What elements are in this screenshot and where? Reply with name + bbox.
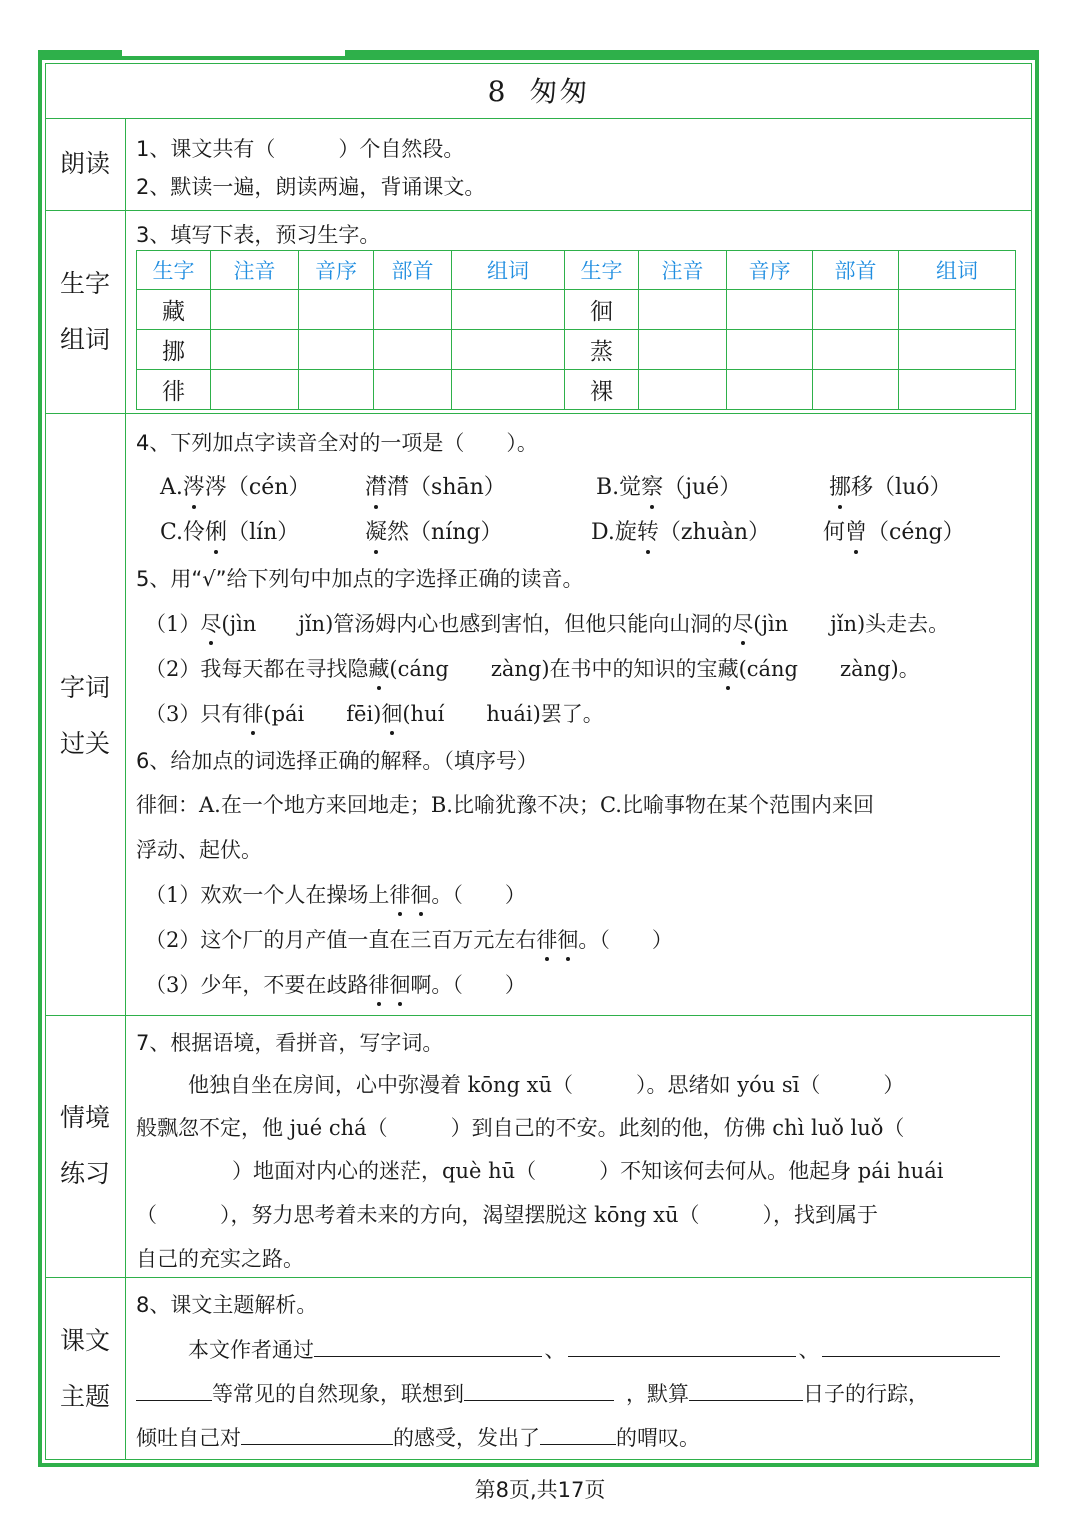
lesson-number: 8 bbox=[487, 75, 508, 108]
char: B.觉 bbox=[596, 475, 642, 500]
pinyin: （lín） bbox=[227, 520, 300, 545]
char-cell: 藏 bbox=[137, 290, 211, 330]
label-column-divider bbox=[125, 118, 126, 1460]
column-header: 注音 bbox=[639, 251, 727, 290]
q7-line-3: ）地面对内心的迷茫，què hū（ ）不知该何去何从。他起身 pái huái bbox=[232, 1159, 944, 1183]
question-6: 6、给加点的词选择正确的解释。（填序号） bbox=[136, 749, 538, 773]
pinyin: （níng） bbox=[409, 520, 503, 545]
answer-blank[interactable] bbox=[241, 1420, 393, 1445]
section-label-vocab bbox=[45, 256, 125, 368]
text: （2）我每天都在寻找隐 bbox=[145, 657, 369, 681]
column-header: 组词 bbox=[899, 251, 1016, 290]
pinyin: （céng） bbox=[867, 520, 965, 545]
section-label-line: 练习 bbox=[59, 1159, 110, 1188]
text: (cáng zàng)在书中的知识的宝 bbox=[389, 657, 718, 681]
q5-sentence-2 bbox=[145, 654, 920, 684]
dotted-char: 涔 bbox=[183, 473, 205, 503]
blank-cell[interactable] bbox=[299, 370, 374, 410]
divider bbox=[45, 1277, 1032, 1278]
blank-cell[interactable] bbox=[299, 330, 374, 370]
dotted-char: 藏 bbox=[368, 654, 389, 684]
dotted-char: 徊 bbox=[410, 880, 431, 910]
section-label-words bbox=[45, 660, 125, 772]
text: （3）只有 bbox=[145, 702, 243, 726]
dotted-char: 徘 bbox=[242, 699, 263, 729]
option-label: A. bbox=[160, 475, 183, 500]
q6-sentence-1 bbox=[145, 880, 526, 910]
divider bbox=[45, 210, 1032, 211]
section-label-line: 字词 bbox=[59, 673, 110, 702]
section-label-line: 情境 bbox=[59, 1103, 110, 1132]
q6-sentence-2 bbox=[145, 925, 673, 955]
column-header: 部首 bbox=[374, 251, 452, 290]
option-a-1 bbox=[160, 473, 310, 503]
q5-sentence-1 bbox=[145, 609, 949, 639]
text: 。（ ） bbox=[578, 928, 673, 952]
char: 涔 bbox=[204, 475, 227, 500]
column-header: 部首 bbox=[813, 251, 899, 290]
section-label-line: 课文 bbox=[59, 1326, 110, 1355]
q8-line-3 bbox=[136, 1420, 700, 1453]
table-row bbox=[137, 370, 1016, 410]
text: 本文作者通过 bbox=[188, 1338, 314, 1362]
text: (pái fēi) bbox=[263, 702, 382, 726]
dotted-char: 俐 bbox=[205, 518, 227, 548]
char: C.伶 bbox=[160, 520, 206, 545]
dotted-char: 潸 bbox=[365, 473, 387, 503]
pinyin: （shān） bbox=[409, 475, 506, 500]
answer-blank[interactable] bbox=[540, 1420, 616, 1445]
dotted-char: 藏 bbox=[718, 654, 739, 684]
blank-cell[interactable] bbox=[727, 330, 813, 370]
dotted-char: 转 bbox=[637, 518, 659, 548]
pinyin: （cén） bbox=[226, 475, 311, 500]
column-header: 注音 bbox=[211, 251, 299, 290]
blank-cell[interactable] bbox=[899, 330, 1016, 370]
column-header: 组词 bbox=[452, 251, 565, 290]
text: (jìn jǐn)头走去。 bbox=[753, 612, 950, 636]
text: 倾吐自己对 bbox=[136, 1426, 241, 1450]
blank-cell[interactable] bbox=[299, 290, 374, 330]
section-label-line: 过关 bbox=[59, 729, 110, 758]
blank-cell[interactable] bbox=[727, 290, 813, 330]
pinyin: （zhuàn） bbox=[658, 520, 771, 545]
section-label-line: 组词 bbox=[59, 325, 110, 354]
dotted-char: 徊 bbox=[557, 925, 578, 955]
text: ，默算 bbox=[626, 1382, 689, 1406]
option-c-2 bbox=[365, 518, 503, 548]
blank-cell[interactable] bbox=[452, 330, 565, 370]
dotted-char: 徊 bbox=[389, 970, 410, 1000]
dotted-char: 尽 bbox=[732, 609, 753, 639]
question-1: 1、课文共有（ ）个自然段。 bbox=[136, 137, 465, 161]
blank-cell[interactable] bbox=[727, 370, 813, 410]
blank-cell[interactable] bbox=[211, 330, 299, 370]
q7-line-1: 他独自坐在房间，心中弥漫着 kōng xū（ ）。思绪如 yóu sī（ ） bbox=[188, 1073, 905, 1097]
text: 啊。（ ） bbox=[410, 973, 526, 997]
dotted-char: 察 bbox=[641, 473, 663, 503]
blank-cell[interactable] bbox=[899, 370, 1016, 410]
answer-blank[interactable] bbox=[689, 1376, 803, 1401]
blank-cell[interactable] bbox=[211, 370, 299, 410]
column-header: 音序 bbox=[299, 251, 374, 290]
text: 等常见的自然现象，联想到 bbox=[212, 1382, 464, 1406]
dotted-char: 徘 bbox=[368, 970, 389, 1000]
q5-sentence-3 bbox=[145, 699, 604, 729]
char: D.旋 bbox=[591, 520, 637, 545]
dotted-char: 挪 bbox=[829, 473, 851, 503]
blank-cell[interactable] bbox=[639, 330, 727, 370]
blank-cell[interactable] bbox=[813, 290, 899, 330]
table-row bbox=[137, 330, 1016, 370]
option-b-2 bbox=[829, 473, 951, 503]
dotted-char: 曾 bbox=[845, 518, 867, 548]
answer-blank[interactable] bbox=[314, 1332, 542, 1357]
question-3: 3、填写下表，预习生字。 bbox=[136, 223, 381, 247]
blank-cell[interactable] bbox=[813, 370, 899, 410]
text: 的喟叹。 bbox=[616, 1426, 700, 1450]
q7-line-4: （ ），努力思考着未来的方向，渴望摆脱这 kōng xū（ ），找到属于 bbox=[136, 1203, 879, 1227]
blank-cell[interactable] bbox=[813, 330, 899, 370]
column-header: 生字 bbox=[565, 251, 639, 290]
lesson-title: 匆匆 bbox=[529, 75, 590, 108]
blank-cell[interactable] bbox=[452, 290, 565, 330]
option-c-1 bbox=[160, 518, 299, 548]
pinyin: （luó） bbox=[873, 475, 952, 500]
blank-cell[interactable] bbox=[639, 290, 727, 330]
option-d-1 bbox=[591, 518, 770, 548]
char: 移 bbox=[851, 475, 874, 500]
divider bbox=[45, 118, 1032, 119]
q8-line-1 bbox=[188, 1332, 1000, 1365]
dotted-char: 凝 bbox=[365, 518, 387, 548]
char-cell: 徘 bbox=[137, 370, 211, 410]
divider bbox=[45, 413, 1032, 414]
blank-cell[interactable] bbox=[639, 370, 727, 410]
blank-cell[interactable] bbox=[899, 290, 1016, 330]
answer-blank[interactable] bbox=[136, 1376, 212, 1401]
dotted-char: 徘 bbox=[389, 880, 410, 910]
vocab-table bbox=[136, 250, 1016, 410]
q7-line-5: 自己的充实之路。 bbox=[136, 1247, 304, 1271]
dotted-char: 徊 bbox=[381, 699, 402, 729]
dotted-char: 尽 bbox=[200, 609, 221, 639]
text: （1）欢欢一个人在操场上 bbox=[145, 883, 390, 907]
separator: 、 bbox=[544, 1338, 566, 1362]
q6-definition-line-2: 浮动、起伏。 bbox=[136, 838, 262, 862]
table-row bbox=[137, 290, 1016, 330]
text: 的感受，发出了 bbox=[393, 1426, 540, 1450]
q7-line-2: 般飘忽不定，他 jué chá（ ）到自己的不安。此刻的他，仿佛 chì luǒ luǒ（ bbox=[136, 1116, 905, 1140]
q6-definition-line-1: 徘徊：A.在一个地方来回地走；B.比喻犹豫不决；C.比喻事物在某个范围内来回 bbox=[136, 793, 874, 817]
answer-blank[interactable] bbox=[464, 1376, 614, 1401]
char: 然 bbox=[387, 520, 410, 545]
blank-cell[interactable] bbox=[452, 370, 565, 410]
q6-sentence-3 bbox=[145, 970, 526, 1000]
section-label-line: 生字 bbox=[59, 269, 110, 298]
text: （1） bbox=[145, 612, 201, 636]
section-label-reading: 朗读 bbox=[59, 149, 110, 178]
text: （2）这个厂的月产值一直在三百万元左右 bbox=[145, 928, 537, 952]
table-header-row bbox=[137, 251, 1016, 290]
char: 何 bbox=[823, 520, 846, 545]
text: 。（ ） bbox=[431, 883, 526, 907]
char-cell: 裸 bbox=[565, 370, 639, 410]
answer-blank[interactable] bbox=[822, 1332, 1000, 1357]
text: （3）少年，不要在歧路 bbox=[145, 973, 369, 997]
blank-cell[interactable] bbox=[374, 330, 452, 370]
separator: 、 bbox=[798, 1338, 820, 1362]
column-header: 生字 bbox=[137, 251, 211, 290]
text: (cáng zàng)。 bbox=[738, 657, 920, 681]
blank-cell[interactable] bbox=[374, 290, 452, 330]
char-cell: 挪 bbox=[137, 330, 211, 370]
option-d-2 bbox=[823, 518, 965, 548]
text: (huí huái)罢了。 bbox=[402, 702, 604, 726]
page-title bbox=[45, 70, 1032, 110]
blank-cell[interactable] bbox=[211, 290, 299, 330]
char: 潸 bbox=[387, 475, 410, 500]
char-cell: 徊 bbox=[565, 290, 639, 330]
section-label-theme bbox=[45, 1313, 125, 1425]
text: 日子的行踪， bbox=[803, 1382, 929, 1406]
question-2: 2、默读一遍，朗读两遍，背诵课文。 bbox=[136, 175, 486, 199]
answer-blank[interactable] bbox=[568, 1332, 796, 1357]
section-label-context bbox=[45, 1090, 125, 1202]
question-4: 4、下列加点字读音全对的一项是（ ）。 bbox=[136, 431, 538, 455]
option-b-1 bbox=[596, 473, 741, 503]
option-a-2 bbox=[365, 473, 506, 503]
page-footer: 第8页,共17页 bbox=[474, 1478, 606, 1502]
text: (jìn jǐn)管汤姆内心也感到害怕，但他只能向山洞的 bbox=[221, 612, 733, 636]
char-cell: 蒸 bbox=[565, 330, 639, 370]
divider bbox=[45, 1015, 1032, 1016]
blank-cell[interactable] bbox=[374, 370, 452, 410]
question-7: 7、根据语境，看拼音，写字词。 bbox=[136, 1031, 444, 1055]
column-header: 音序 bbox=[727, 251, 813, 290]
question-8: 8、课文主题解析。 bbox=[136, 1293, 318, 1317]
question-5: 5、用“√”给下列句中加点的字选择正确的读音。 bbox=[136, 567, 584, 591]
q8-line-2 bbox=[136, 1376, 929, 1409]
section-label-line: 主题 bbox=[59, 1382, 110, 1411]
dotted-char: 徘 bbox=[536, 925, 557, 955]
pinyin: （jué） bbox=[663, 475, 742, 500]
